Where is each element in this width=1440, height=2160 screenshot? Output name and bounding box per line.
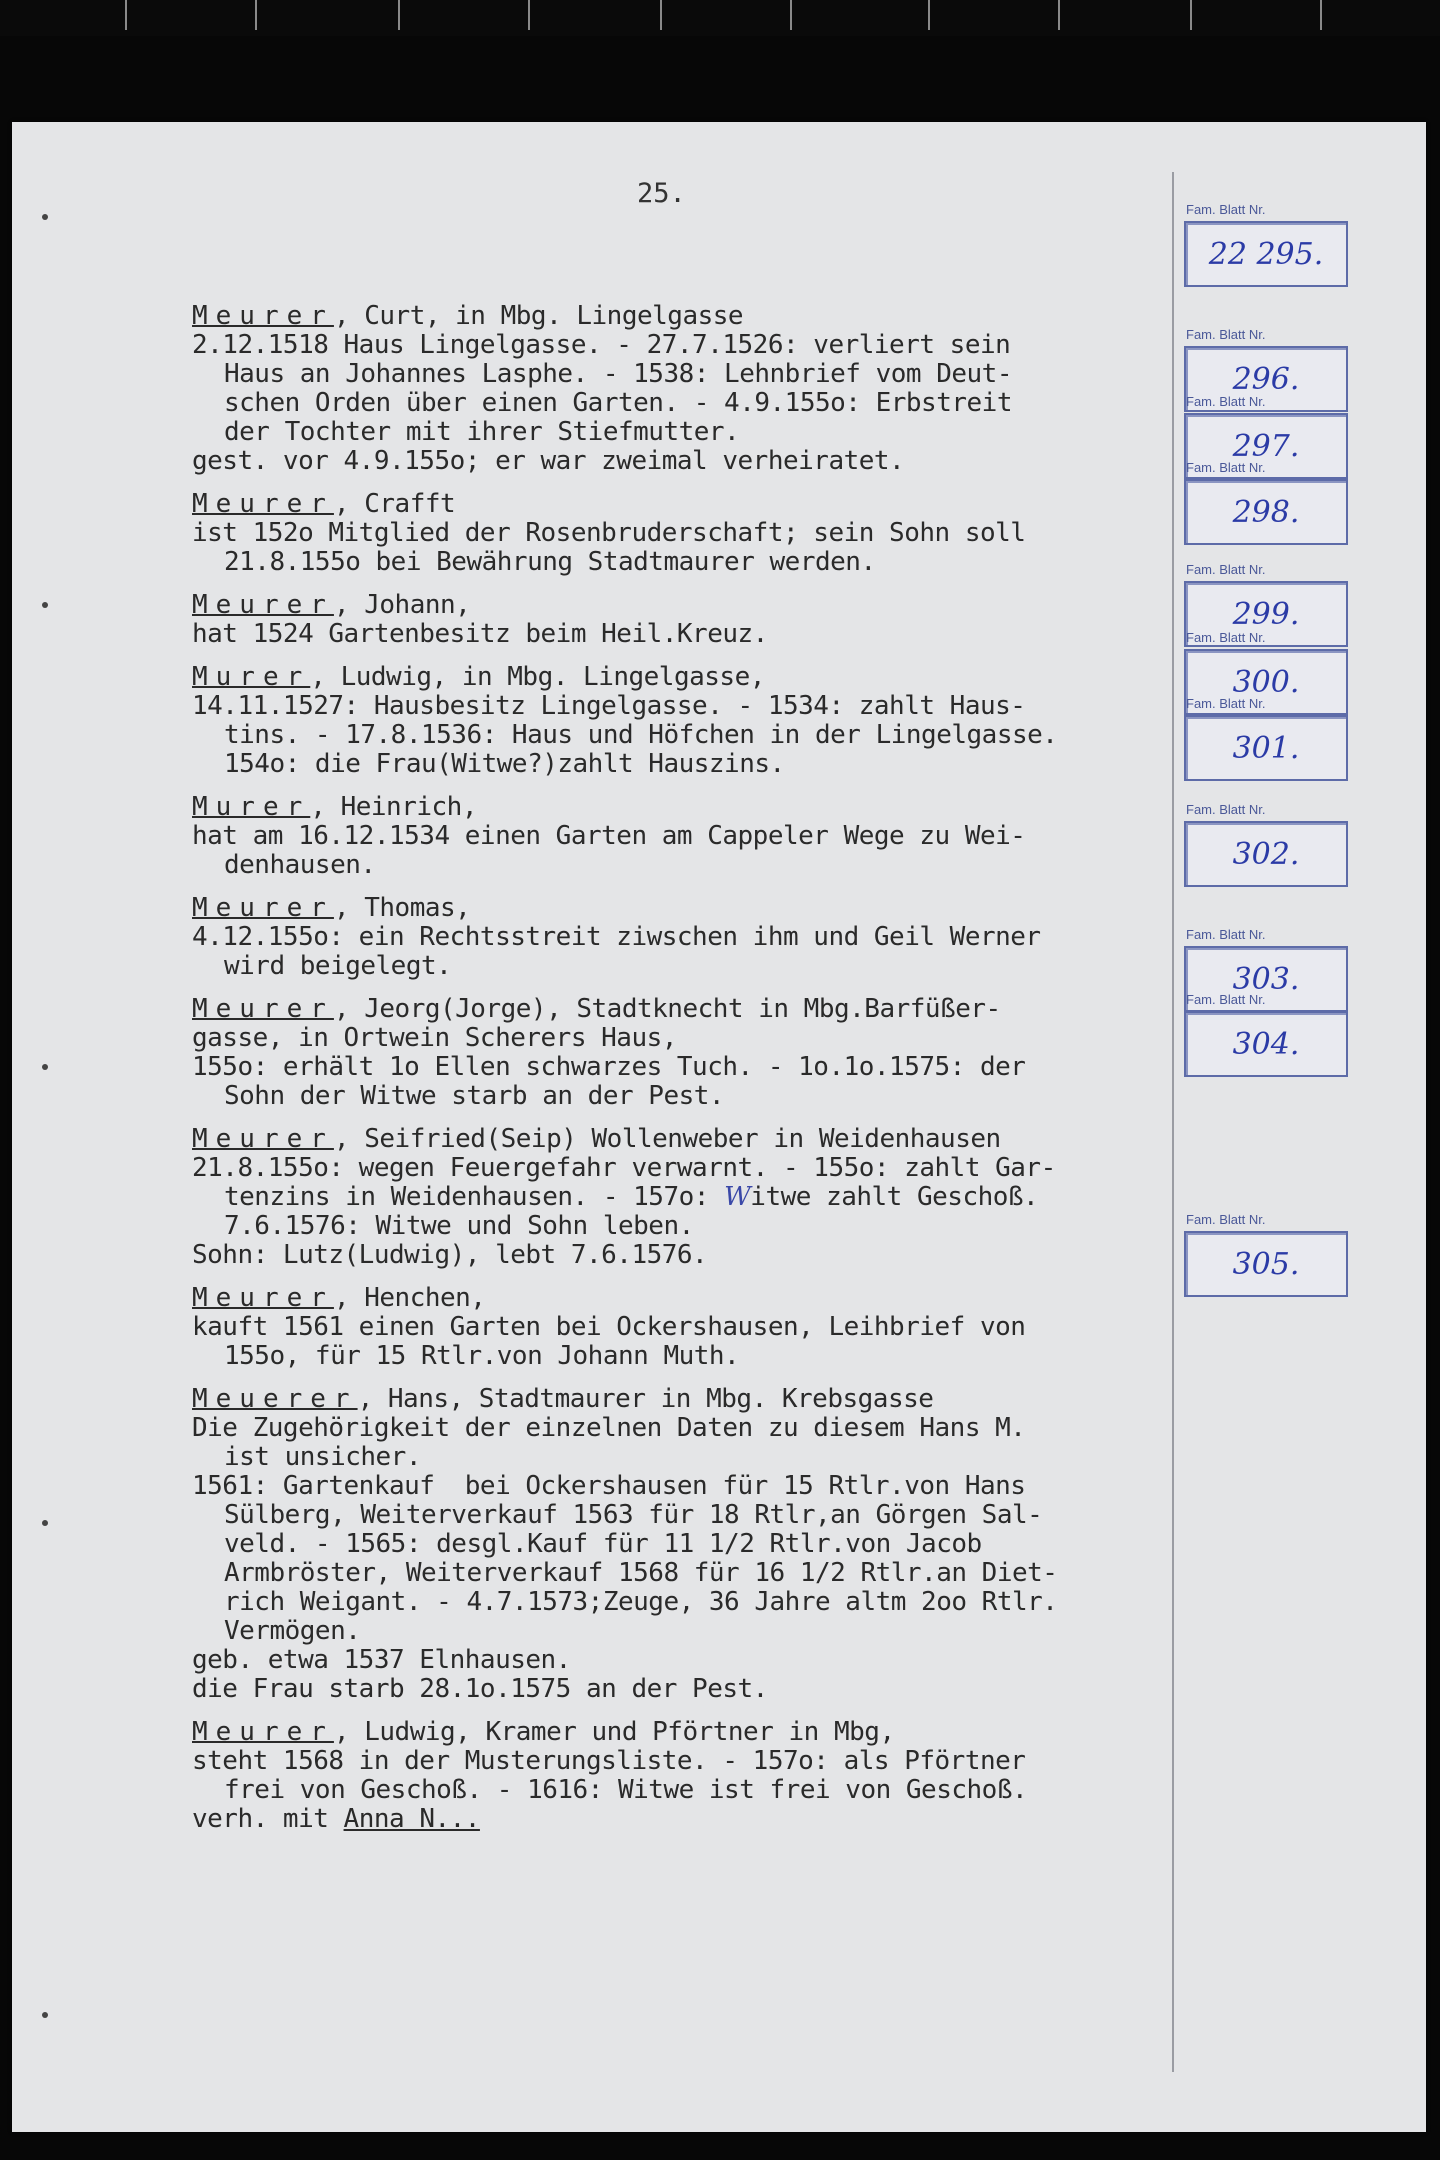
entry-surname: Meurer — [192, 893, 334, 923]
entry-text: 4.12.155o: ein Rechtsstreit ziwschen ihm und Geil Werner — [192, 922, 1041, 952]
entry-surname: Meurer — [192, 1717, 334, 1747]
entry-text: ist 152o Mitglied der Rosenbruderschaft; sein Sohn soll — [192, 518, 1026, 548]
entry-line — [192, 1024, 1182, 1053]
entry-surname: Meurer — [192, 994, 334, 1024]
entry-surname: Meurer — [192, 1283, 334, 1313]
entry-line — [192, 1183, 1182, 1212]
entry-line — [192, 1443, 1182, 1472]
entry-line — [192, 548, 1182, 577]
entry-line — [192, 750, 1182, 779]
entry-text: , Henchen, — [333, 1283, 486, 1313]
stamp-label: Fam. Blatt Nr. — [1186, 327, 1266, 342]
entry-text: , Seifried(Seip) Wollenweber in Weidenhausen — [333, 1124, 1001, 1154]
entry-text: 155o, für 15 Rtlr.von Johann Muth. — [224, 1341, 740, 1371]
entry-text: itwe zahlt Geschoß. — [750, 1182, 1039, 1212]
entry-line — [192, 1342, 1182, 1371]
entry-line — [192, 1053, 1182, 1082]
stamp-number: 296. — [1184, 346, 1348, 412]
genealogy-entry — [192, 995, 1182, 1111]
entry-text: 155o: erhält 1o Ellen schwarzes Tuch. - 1o.1o.1575: der — [192, 1052, 1026, 1082]
genealogy-entry — [192, 490, 1182, 577]
entry-surname: Meurer — [192, 301, 334, 331]
entry-line — [192, 1212, 1182, 1241]
entry-text: , Hans, Stadtmaurer in Mbg. Krebsgasse — [357, 1384, 934, 1414]
genealogy-entry — [192, 1385, 1182, 1704]
film-tick-mark — [1320, 0, 1322, 30]
entry-text: verh. mit — [192, 1804, 344, 1834]
entry-line — [192, 692, 1182, 721]
entry-line — [192, 1125, 1182, 1154]
document-page — [12, 122, 1426, 2132]
entry-line — [192, 1530, 1182, 1559]
entry-text: der Tochter mit ihrer Stiefmutter. — [224, 417, 740, 447]
entry-line — [192, 793, 1182, 822]
entry-text: Anna N... — [343, 1804, 480, 1834]
punch-hole — [42, 602, 48, 608]
punch-hole — [42, 2012, 48, 2018]
entry-text: kauft 1561 einen Garten bei Ockershausen, Leihbrief von — [192, 1312, 1026, 1342]
entry-text: Sohn der Witwe starb an der Pest. — [224, 1081, 725, 1111]
entry-line — [192, 1675, 1182, 1704]
entry-text: ist unsicher. — [224, 1442, 421, 1472]
genealogy-entry — [192, 663, 1182, 779]
family-sheet-stamp — [1172, 696, 1357, 781]
entry-text: schen Orden über einen Garten. - 4.9.155o: Erbstreit — [224, 388, 1012, 418]
entry-line — [192, 1385, 1182, 1414]
entry-text: wird beigelegt. — [224, 951, 452, 981]
film-tick-mark — [928, 0, 930, 30]
entry-text: 21.8.155o: wegen Feuergefahr verwarnt. - 155o: zahlt Gar- — [192, 1153, 1056, 1183]
stamp-label: Fam. Blatt Nr. — [1186, 992, 1266, 1007]
genealogy-entry — [192, 1718, 1182, 1834]
stamp-label: Fam. Blatt Nr. — [1186, 696, 1266, 711]
entry-text: hat 1524 Gartenbesitz beim Heil.Kreuz. — [192, 619, 768, 649]
film-tick-mark — [398, 0, 400, 30]
stamp-label: Fam. Blatt Nr. — [1186, 802, 1266, 817]
entry-line — [192, 389, 1182, 418]
film-tick-mark — [1190, 0, 1192, 30]
entry-text: , Jeorg(Jorge), Stadtknecht in Mbg.Barfüßer- — [333, 994, 1001, 1024]
punch-hole — [42, 1064, 48, 1070]
entry-line — [192, 721, 1182, 750]
stamp-number: 303. — [1184, 946, 1348, 1012]
entry-text: , Curt, in Mbg. Lingelgasse — [333, 301, 744, 331]
entry-line — [192, 1414, 1182, 1443]
entry-surname: Meuerer — [192, 1384, 358, 1414]
family-sheet-stamp — [1172, 992, 1357, 1077]
entry-line — [192, 302, 1182, 331]
film-tick-mark — [1058, 0, 1060, 30]
film-tick-mark — [528, 0, 530, 30]
entry-text: Armbröster, Weiterverkauf 1568 für 16 1/2 Rtlr.an Diet- — [224, 1558, 1058, 1588]
entry-text: tenzins in Weidenhausen. - 157o: — [224, 1182, 725, 1212]
genealogy-entry — [192, 894, 1182, 981]
entry-text: 1561: Gartenkauf bei Ockershausen für 15 Rtlr.von Hans — [192, 1471, 1026, 1501]
entry-text: , Thomas, — [333, 893, 471, 923]
entry-line — [192, 490, 1182, 519]
stamp-label: Fam. Blatt Nr. — [1186, 394, 1266, 409]
stamp-label: Fam. Blatt Nr. — [1186, 460, 1266, 475]
entry-surname: Meurer — [192, 590, 334, 620]
entry-line — [192, 1646, 1182, 1675]
punch-hole — [42, 1520, 48, 1526]
entry-text: , Johann, — [333, 590, 471, 620]
stamp-number: 301. — [1184, 715, 1348, 781]
entry-line — [192, 418, 1182, 447]
entry-text: 154o: die Frau(Witwe?)zahlt Hauszins. — [224, 749, 785, 779]
film-tick-mark — [255, 0, 257, 30]
genealogy-entry — [192, 591, 1182, 649]
entry-line — [192, 663, 1182, 692]
entry-surname: Murer — [192, 792, 311, 822]
stamp-number: 302. — [1184, 821, 1348, 887]
entry-line — [192, 1718, 1182, 1747]
entry-text: gest. vor 4.9.155o; er war zweimal verheiratet. — [192, 446, 905, 476]
entry-line — [192, 1501, 1182, 1530]
entry-text: W — [724, 1182, 751, 1212]
entry-text: die Frau starb 28.1o.1575 an der Pest. — [192, 1674, 768, 1704]
entry-line — [192, 1082, 1182, 1111]
entry-text: hat am 16.12.1534 einen Garten am Cappeler Wege zu Wei- — [192, 821, 1026, 851]
entry-text: Haus an Johannes Lasphe. - 1538: Lehnbrief vom Deut- — [224, 359, 1012, 389]
family-sheet-stamp — [1172, 802, 1357, 887]
entry-line — [192, 591, 1182, 620]
stamp-number: 304. — [1184, 1011, 1348, 1077]
film-tick-mark — [660, 0, 662, 30]
film-tick-mark — [790, 0, 792, 30]
entry-text: denhausen. — [224, 850, 376, 880]
entry-line — [192, 1747, 1182, 1776]
stamp-number: 22 295. — [1184, 221, 1348, 287]
punch-hole — [42, 214, 48, 220]
entry-line — [192, 952, 1182, 981]
film-top-strip — [0, 0, 1440, 36]
stamp-label: Fam. Blatt Nr. — [1186, 562, 1266, 577]
stamp-number: 300. — [1184, 649, 1348, 715]
stamp-label: Fam. Blatt Nr. — [1186, 1212, 1266, 1227]
entry-line — [192, 1776, 1182, 1805]
family-sheet-stamp — [1172, 1212, 1357, 1297]
entry-text: , Heinrich, — [310, 792, 477, 822]
entry-text: , Ludwig, Kramer und Pförtner in Mbg, — [333, 1717, 895, 1747]
entry-text: geb. etwa 1537 Elnhausen. — [192, 1645, 571, 1675]
entry-text: 21.8.155o bei Bewährung Stadtmaurer werden. — [224, 547, 876, 577]
stamp-label: Fam. Blatt Nr. — [1186, 630, 1266, 645]
stamp-number: 297. — [1184, 413, 1348, 479]
entry-text: Sohn: Lutz(Ludwig), lebt 7.6.1576. — [192, 1240, 708, 1270]
entry-text: tins. - 17.8.1536: Haus und Höfchen in der Lingelgasse. — [224, 720, 1058, 750]
entry-surname: Meurer — [192, 1124, 334, 1154]
entry-text: steht 1568 in der Musterungsliste. - 157o: als Pförtner — [192, 1746, 1026, 1776]
genealogy-entry — [192, 302, 1182, 476]
entry-text: gasse, in Ortwein Scherers Haus, — [192, 1023, 677, 1053]
entry-line — [192, 1588, 1182, 1617]
entry-line — [192, 620, 1182, 649]
stamp-label: Fam. Blatt Nr. — [1186, 927, 1266, 942]
entry-text: 7.6.1576: Witwe und Sohn leben. — [224, 1211, 694, 1241]
entry-line — [192, 1154, 1182, 1183]
family-sheet-stamp — [1172, 460, 1357, 545]
entry-line — [192, 447, 1182, 476]
entry-surname: Meurer — [192, 489, 334, 519]
entry-line — [192, 1472, 1182, 1501]
page-number: 25. — [637, 178, 686, 209]
entry-text: , Ludwig, in Mbg. Lingelgasse, — [310, 662, 765, 692]
family-sheet-stamp — [1172, 202, 1357, 287]
entry-line — [192, 923, 1182, 952]
entry-line — [192, 360, 1182, 389]
entry-line — [192, 894, 1182, 923]
entry-line — [192, 851, 1182, 880]
stamp-number: 299. — [1184, 581, 1348, 647]
entry-line — [192, 519, 1182, 548]
entry-line — [192, 331, 1182, 360]
genealogy-entry — [192, 1284, 1182, 1371]
stamp-label: Fam. Blatt Nr. — [1186, 202, 1266, 217]
entry-line — [192, 1617, 1182, 1646]
entry-list — [192, 302, 1182, 1848]
entry-line — [192, 1241, 1182, 1270]
entry-line — [192, 995, 1182, 1024]
entry-line — [192, 1805, 1182, 1834]
entry-line — [192, 1559, 1182, 1588]
film-tick-mark — [125, 0, 127, 30]
entry-line — [192, 822, 1182, 851]
entry-text: Sülberg, Weiterverkauf 1563 für 18 Rtlr,an Görgen Sal- — [224, 1500, 1043, 1530]
entry-text: , Crafft — [333, 489, 456, 519]
entry-text: frei von Geschoß. - 1616: Witwe ist frei von Geschoß. — [224, 1775, 1028, 1805]
genealogy-entry — [192, 793, 1182, 880]
entry-text: veld. - 1565: desgl.Kauf für 11 1/2 Rtlr.von Jacob — [224, 1529, 982, 1559]
genealogy-entry — [192, 1125, 1182, 1270]
entry-text: rich Weigant. - 4.7.1573;Zeuge, 36 Jahre altm 2oo Rtlr. — [224, 1587, 1058, 1617]
stamp-number: 298. — [1184, 479, 1348, 545]
entry-line — [192, 1313, 1182, 1342]
stamp-number: 305. — [1184, 1231, 1348, 1297]
entry-text: Vermögen. — [224, 1616, 361, 1646]
entry-text: Die Zugehörigkeit der einzelnen Daten zu diesem Hans M. — [192, 1413, 1026, 1443]
entry-text: 14.11.1527: Hausbesitz Lingelgasse. - 1534: zahlt Haus- — [192, 691, 1026, 721]
entry-line — [192, 1284, 1182, 1313]
entry-surname: Murer — [192, 662, 311, 692]
entry-text: 2.12.1518 Haus Lingelgasse. - 27.7.1526: verliert sein — [192, 330, 1011, 360]
